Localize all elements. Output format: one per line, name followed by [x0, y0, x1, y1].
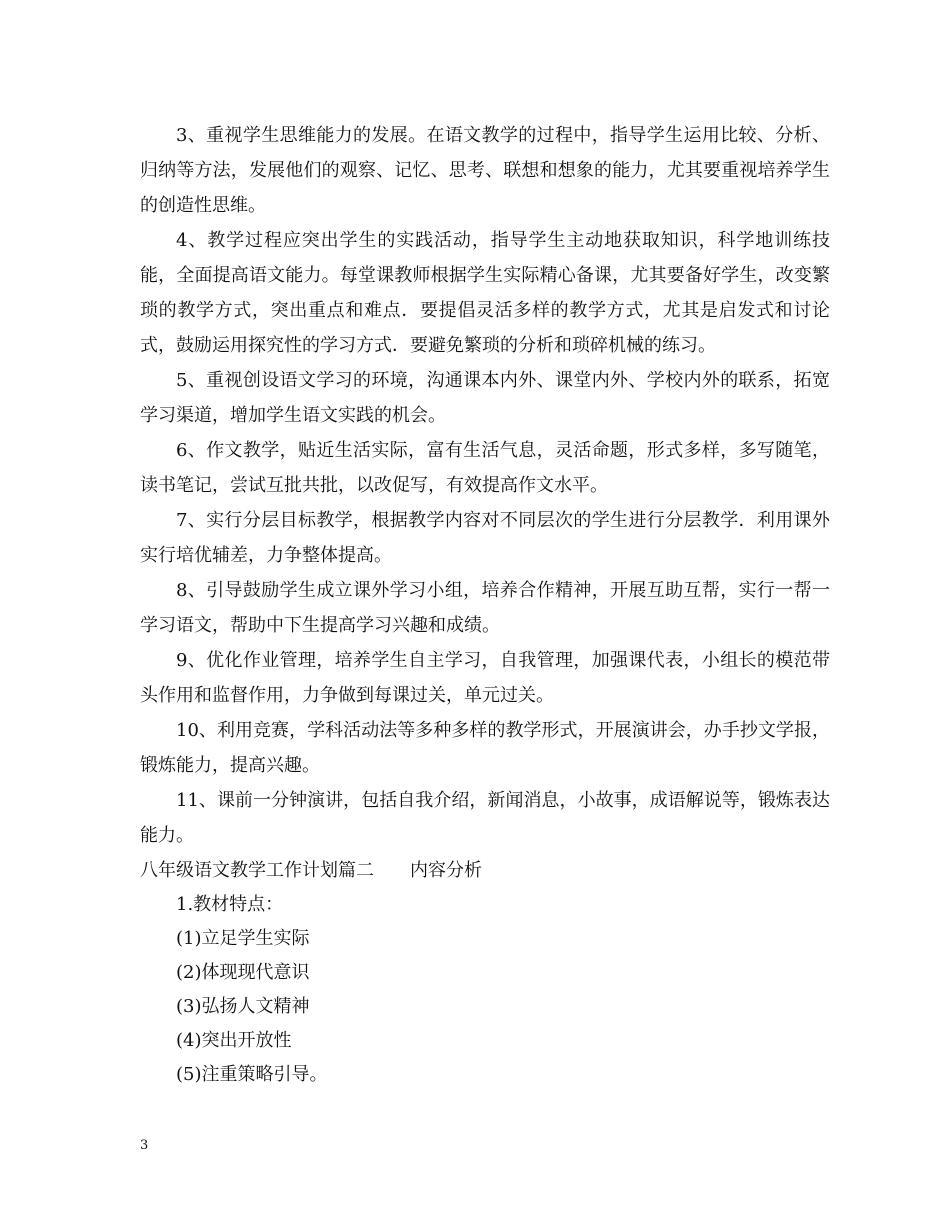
list-item: (5)注重策略引导。 — [176, 1064, 328, 1085]
paragraph-10: 10、利用竞赛，学科活动法等多种多样的教学形式，开展演讲会，办手抄文学报，锻炼能力，提高兴趣。 — [140, 720, 830, 776]
list-item: (2)体现现代意识 — [176, 962, 310, 983]
page-number: 3 — [140, 1138, 149, 1153]
list-item: (1)立足学生实际 — [176, 928, 310, 949]
paragraph-5: 5、重视创设语文学习的环境，沟通课本内外、课堂内外、学校内外的联系，拓宽学习渠道，增加学生语文实践的机会。 — [140, 370, 830, 426]
section-heading: 八年级语文教学工作计划篇二 内容分析 — [140, 860, 482, 881]
list-item: (3)弘扬人文精神 — [176, 996, 310, 1017]
paragraph-11: 11、课前一分钟演讲，包括自我介绍，新闻消息，小故事，成语解说等，锻炼表达能力。 — [140, 790, 830, 846]
paragraph-9: 9、优化作业管理，培养学生自主学习，自我管理，加强课代表，小组长的模范带头作用和监督作用，力争做到每课过关，单元过关。 — [140, 650, 830, 706]
paragraph-3: 3、重视学生思维能力的发展。在语文教学的过程中，指导学生运用比较、分析、归纳等方法，发展他们的观察、记忆、思考、联想和想象的能力，尤其要重视培养学生的创造性思维。 — [140, 125, 830, 216]
list-item: (4)突出开放性 — [176, 1030, 292, 1051]
paragraph-4: 4、教学过程应突出学生的实践活动，指导学生主动地获取知识，科学地训练技能，全面提高语文能力。每堂课教师根据学生实际精心备课，尤其要备好学生，改变繁琐的教学方式，突出重点和难点．要提倡灵活多样的教学方式，尤其是启发式和讨论式，鼓励运用探究性的学习方式．要避免繁琐的分析和琐碎机械的练习。 — [140, 230, 830, 356]
paragraph-8: 8、引导鼓励学生成立课外学习小组，培养合作精神，开展互助互帮，实行一帮一学习语文，帮助中下生提高学习兴趣和成绩。 — [140, 580, 830, 636]
document-body — [140, 118, 830, 1092]
paragraph-6: 6、作文教学，贴近生活实际，富有生活气息，灵活命题，形式多样，多写随笔，读书笔记，尝试互批共批，以改促写，有效提高作文水平。 — [140, 440, 830, 496]
sub-heading: 1.教材特点： — [176, 894, 284, 915]
paragraph-7: 7、实行分层目标教学，根据教学内容对不同层次的学生进行分层教学．利用课外实行培优辅差，力争整体提高。 — [140, 510, 830, 566]
